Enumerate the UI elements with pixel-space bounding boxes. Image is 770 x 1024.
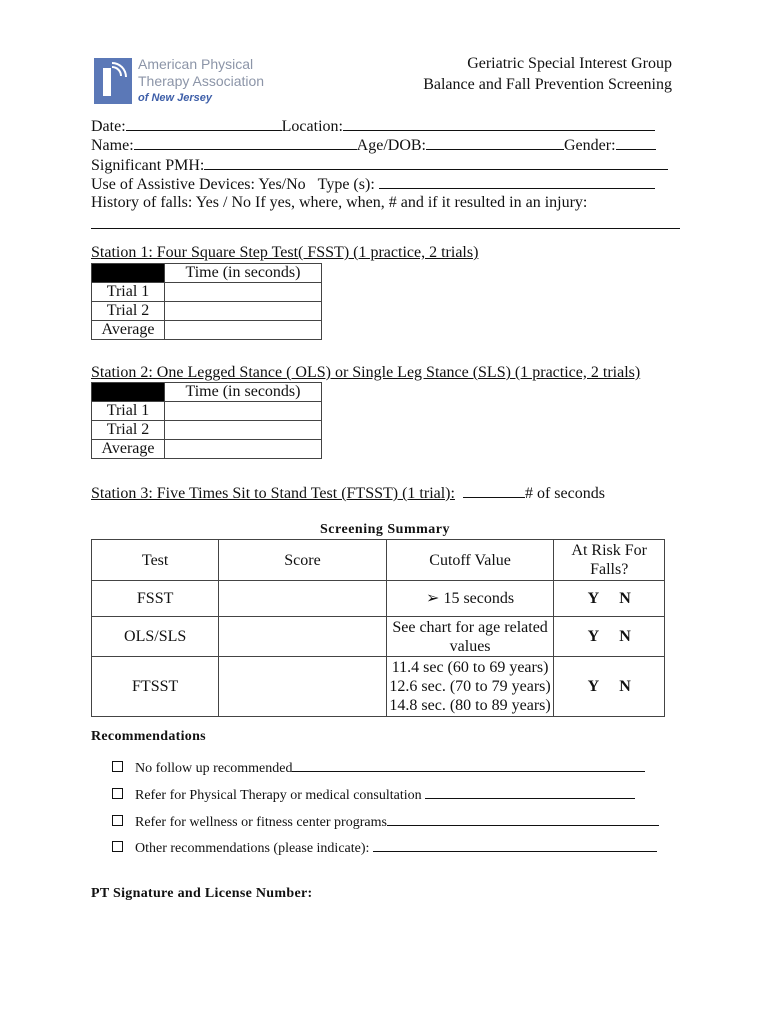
checkbox[interactable] xyxy=(112,841,123,852)
cutoff-line: See chart for age related xyxy=(392,618,548,636)
falls-label: History of falls: Yes / No If yes, where, when, # and if it resulted in an injury: xyxy=(91,194,588,211)
station2-trial2-cell[interactable] xyxy=(165,421,322,440)
signature-label: PT Signature and License Number: xyxy=(91,886,313,901)
station3-title: Station 3: Five Times Sit to Stand Test (FTSST) (1 trial): xyxy=(91,485,455,502)
summary-score-ols[interactable] xyxy=(219,617,386,657)
name-row xyxy=(91,135,656,155)
location-field[interactable] xyxy=(343,116,655,131)
summary-cutoff-fsst xyxy=(386,581,554,617)
station2-row-label: Trial 1 xyxy=(92,402,165,421)
station1-title: Station 1: Four Square Step Test( FSST) (1 practice, 2 trials) xyxy=(91,244,479,261)
recommendation-item xyxy=(112,839,657,857)
location-label: Location: xyxy=(281,118,343,135)
recommendation-item xyxy=(112,759,645,777)
summary-risk-fsst xyxy=(554,581,665,617)
checkbox[interactable] xyxy=(112,815,123,826)
cutoff-line: 11.4 sec (60 to 69 years) xyxy=(391,659,549,676)
pmh-row xyxy=(91,155,668,175)
station1-table xyxy=(91,263,322,340)
name-label: Name: xyxy=(91,137,134,154)
station2-row-label: Average xyxy=(92,440,165,459)
risk-yes[interactable]: Y xyxy=(587,590,600,607)
station2-table xyxy=(91,382,322,459)
pmh-field[interactable] xyxy=(204,155,668,170)
summary-risk-ftsst xyxy=(554,657,665,717)
recommendation-label: Refer for wellness or fitness center programs xyxy=(135,815,387,830)
summary-risk-ols xyxy=(554,617,665,657)
checkbox[interactable] xyxy=(112,761,123,772)
cutoff-line: values xyxy=(449,637,491,655)
risk-no[interactable]: N xyxy=(619,628,631,645)
recommendation-line[interactable] xyxy=(425,786,635,799)
apta-emblem-icon xyxy=(94,58,132,104)
name-field[interactable] xyxy=(134,135,357,150)
gender-field[interactable] xyxy=(616,135,656,150)
falls-field[interactable] xyxy=(91,228,680,229)
station1-trial1-cell[interactable] xyxy=(165,283,322,302)
summary-cutoff-ftsst xyxy=(386,657,554,717)
gender-label: Gender: xyxy=(563,137,616,154)
recommendation-label: Other recommendations (please indicate): xyxy=(135,841,370,856)
summary-score-ftsst[interactable] xyxy=(219,657,386,717)
checkbox[interactable] xyxy=(112,788,123,799)
summary-header-cutoff: Cutoff Value xyxy=(386,540,554,581)
date-field[interactable] xyxy=(126,116,282,131)
header-subtitle: Balance and Fall Prevention Screening xyxy=(423,76,672,93)
station3-row xyxy=(91,483,605,503)
summary-test-ftsst: FTSST xyxy=(92,657,219,717)
station3-seconds-field[interactable] xyxy=(463,483,525,498)
date-label: Date: xyxy=(91,118,126,135)
cutoff-line: ➢ 15 seconds xyxy=(426,590,515,607)
station1-row-label: Trial 2 xyxy=(92,302,165,321)
summary-header-test: Test xyxy=(92,540,219,581)
recommendation-line[interactable] xyxy=(292,759,645,772)
recommendation-item xyxy=(112,813,659,831)
station2-trial1-cell[interactable] xyxy=(165,402,322,421)
station2-row-label: Trial 2 xyxy=(92,421,165,440)
summary-test-ols: OLS/SLS xyxy=(92,617,219,657)
age-label: Age/DOB: xyxy=(356,137,426,154)
station1-col-header: Time (in seconds) xyxy=(165,264,322,283)
summary-cutoff-ols xyxy=(386,617,554,657)
cutoff-line: 14.8 sec. (80 to 89 years) xyxy=(389,697,551,714)
risk-yes[interactable]: Y xyxy=(587,628,600,645)
station3-suffix: # of seconds xyxy=(524,485,605,502)
recommendation-line[interactable] xyxy=(373,839,657,852)
station2-col-header: Time (in seconds) xyxy=(165,383,322,402)
recommendation-label: Refer for Physical Therapy or medical consultation xyxy=(135,788,422,803)
summary-score-fsst[interactable] xyxy=(219,581,386,617)
assistive-row xyxy=(91,174,655,194)
station2-average-cell[interactable] xyxy=(165,440,322,459)
summary-header-score: Score xyxy=(219,540,386,581)
type-label: Type (s): xyxy=(317,176,375,193)
pmh-label: Significant PMH: xyxy=(91,157,205,174)
age-field[interactable] xyxy=(426,135,564,150)
risk-no[interactable]: N xyxy=(619,678,631,695)
summary-header-risk: At Risk For Falls? xyxy=(554,540,665,581)
recommendation-label: No follow up recommended xyxy=(135,761,293,776)
recommendation-item xyxy=(112,786,635,804)
logo-line-3: of New Jersey xyxy=(138,92,212,104)
cutoff-line: 12.6 sec. (70 to 79 years) xyxy=(389,678,551,695)
summary-test-fsst: FSST xyxy=(92,581,219,617)
date-location-row xyxy=(91,116,655,136)
station1-row-label: Average xyxy=(92,321,165,340)
recommendation-line[interactable] xyxy=(387,813,659,826)
summary-table xyxy=(91,539,665,717)
header-title: Geriatric Special Interest Group xyxy=(467,55,672,72)
station2-title: Station 2: One Legged Stance ( OLS) or Single Leg Stance (SLS) (1 practice, 2 trials) xyxy=(91,364,641,381)
station1-average-cell[interactable] xyxy=(165,321,322,340)
assistive-label: Use of Assistive Devices: Yes/No xyxy=(91,176,306,193)
risk-no[interactable]: N xyxy=(619,590,631,607)
logo-line-2: Therapy Association xyxy=(138,73,265,89)
summary-title: Screening Summary xyxy=(320,522,450,537)
risk-yes[interactable]: Y xyxy=(587,678,600,695)
logo-line-1: American Physical xyxy=(138,56,254,72)
station1-row-label: Trial 1 xyxy=(92,283,165,302)
apta-nj-logo xyxy=(94,56,274,108)
station1-trial2-cell[interactable] xyxy=(165,302,322,321)
recommendations-title: Recommendations xyxy=(91,729,206,744)
type-field[interactable] xyxy=(379,174,655,189)
